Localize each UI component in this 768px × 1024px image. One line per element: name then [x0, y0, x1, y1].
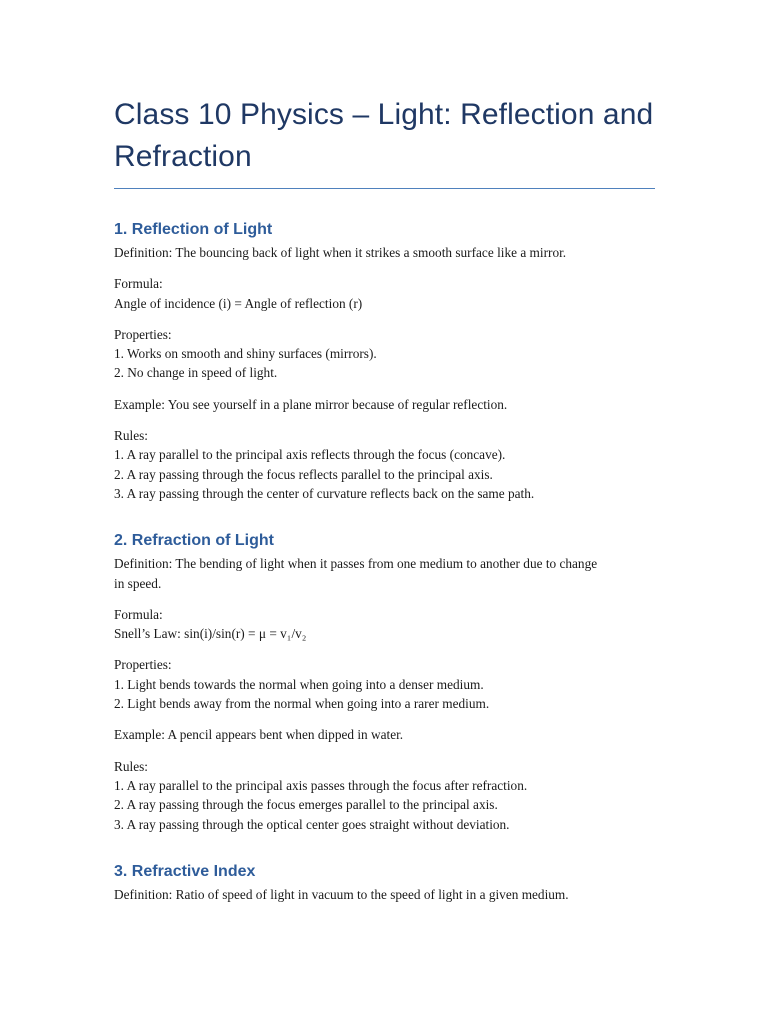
rules-block — [114, 426, 655, 503]
formula-text: Angle of incidence (i) = Angle of reflection (r) — [114, 295, 363, 311]
rules-block — [114, 757, 655, 834]
section-refraction — [114, 530, 655, 834]
formula-block — [114, 605, 655, 644]
rules-label: Rules: — [114, 758, 148, 774]
definition-line-2: in speed. — [114, 575, 162, 591]
properties-label: Properties: — [114, 326, 172, 342]
definition-text — [114, 554, 655, 593]
section-heading: 2. Refraction of Light — [114, 532, 274, 550]
page-title — [114, 94, 655, 178]
title-line-2: Refraction — [114, 140, 252, 173]
list-item: 3. A ray passing through the optical center goes straight without deviation. — [114, 816, 510, 832]
list-item: 3. A ray passing through the center of curvature reflects back on the same path. — [114, 485, 535, 501]
definition-text: Definition: Ratio of speed of light in vacuum to the speed of light in a given medium. — [114, 886, 569, 902]
formula-label: Formula: — [114, 606, 163, 622]
list-item: 2. No change in speed of light. — [114, 365, 278, 381]
list-item: 1. A ray parallel to the principal axis passes through the focus after refraction. — [114, 777, 528, 793]
list-item: 1. Light bends towards the normal when going into a denser medium. — [114, 676, 484, 692]
properties-label: Properties: — [114, 657, 172, 673]
example-text: Example: A pencil appears bent when dipped in water. — [114, 727, 404, 743]
formula-block — [114, 274, 655, 313]
section-refractive-index — [114, 861, 655, 904]
definition-line-1: Definition: The bending of light when it passes from one medium to another due to change — [114, 556, 598, 572]
rules-label: Rules: — [114, 428, 148, 444]
title-line-1: Class 10 Physics – Light: Reflection and — [114, 98, 654, 131]
list-item: 1. A ray parallel to the principal axis reflects through the focus (concave). — [114, 447, 506, 463]
list-item: 1. Works on smooth and shiny surfaces (mirrors). — [114, 346, 377, 362]
definition-text: Definition: The bouncing back of light when it strikes a smooth surface like a mirror. — [114, 245, 567, 260]
section-heading: 1. Reflection of Light — [114, 221, 273, 238]
example-text: Example: You see yourself in a plane mirror because of regular reflection. — [114, 396, 508, 412]
list-item: 2. Light bends away from the normal when going into a rarer medium. — [114, 696, 490, 712]
document-body — [114, 94, 655, 904]
list-item: 2. A ray passing through the focus reflects parallel to the principal axis. — [114, 466, 493, 482]
list-item: 2. A ray passing through the focus emerges parallel to the principal axis. — [114, 797, 498, 813]
properties-block — [114, 655, 655, 713]
section-reflection — [114, 219, 655, 503]
properties-block — [114, 325, 655, 383]
formula-text: Snell’s Law: sin(i)/sin(r) = μ = v₁/v₂ — [114, 626, 307, 642]
formula-label: Formula: — [114, 276, 163, 292]
title-underline-divider — [114, 188, 655, 189]
section-heading: 3. Refractive Index — [114, 862, 256, 880]
